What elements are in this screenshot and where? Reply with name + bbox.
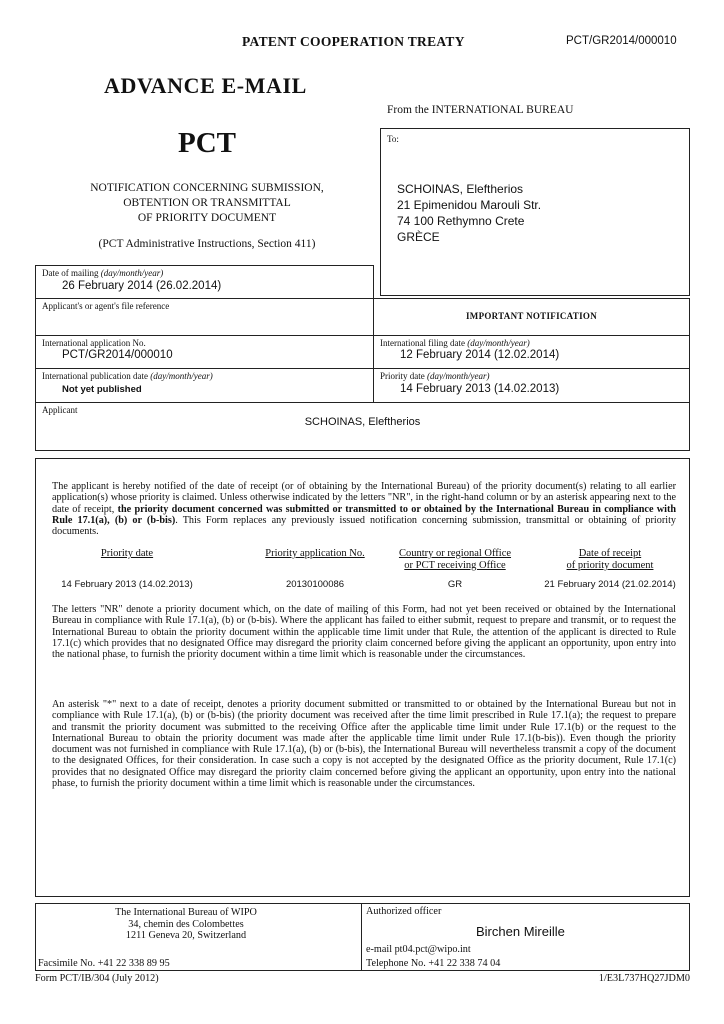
wipo-address [36,907,336,942]
header-line: Priority application No. [265,548,365,559]
cell-office: GR [447,579,463,590]
application-number: PCT/GR2014/000010 [62,349,173,361]
publication-date-format: (day/month/year) [150,371,213,381]
addressee-address [397,181,541,245]
applicant-name: SCHOINAS, Eleftherios [304,416,421,428]
filing-date: 12 February 2014 (12.02.2014) [400,349,560,361]
notification-line: OF PRIORITY DOCUMENT [137,212,277,224]
header-line: Date of receipt [578,548,642,559]
pct-title: PCT [178,127,236,159]
mailing-date: 26 February 2014 (26.02.2014) [62,280,222,292]
mailing-label-format: (day/month/year) [100,268,164,278]
applicant-label: Applicant [42,405,78,415]
officer-name: Birchen Mireille [476,924,565,939]
address-line: 74 100 Rethymno Crete [397,214,525,228]
cell-application-no: 20130100086 [285,579,345,590]
notification-line: OBTENTION OR TRANSMITTAL [123,197,291,209]
notification-title [40,181,374,226]
nr-explanation-paragraph: The letters "NR" denote a priority document which, on the date of mailing of this Form, had not yet been received or obtained by the International Bureau in compliance with Rule 17.1(a), (b) or (b-bis). Where the applicant has failed to either submit, request to prepare and transmit, or to request the International Bureau to obtain the priority document within the applicable time limit under that Rule, the attention of the applicant is directed to Rule 17.1(c) which provides that no designated Office may disregard the priority claim concerned before giving the applicant an opportunity, upon entry into the national phase, to furnish the priority document within a time limit which is reasonable under the circumstances. [52,604,676,661]
to-label: To: [387,134,399,144]
notification-line: NOTIFICATION CONCERNING SUBMISSION, [90,182,324,194]
receipt-notice-bold: the priority document concerned was submitted or transmitted to or obtained by the International Bureau in compliance with Rule 17.1(a), (b) or (b-bis) [52,503,677,526]
file-reference-box [35,298,374,336]
priority-date-label: Priority date [380,371,425,381]
col-header-priority-date [52,548,202,560]
header-reference: PCT/GR2014/000010 [566,35,677,47]
from-bureau: From the INTERNATIONAL BUREAU [387,104,574,116]
wipo-address-line: 1211 Geneva 20, Switzerland [125,930,247,941]
receipt-notice-text: The applicant is hereby notified of the date of receipt (or of obtaining by the International Bureau) of the priority document(s) relating to all earlier application(s) whose priority is claimed. Unless otherwise indicated by the letters "NR", in the right-hand column or by an asterisk appearing next to the date of receipt, [52,481,676,515]
cell-priority-date: 14 February 2013 (14.02.2013) [61,579,193,590]
filing-date-label: International filing date [380,338,465,348]
address-line: 21 Epimenidou Marouli Str. [397,198,542,212]
file-reference-label: Applicant's or agent's file reference [42,301,170,311]
priority-date-format: (day/month/year) [427,371,490,381]
header-line: or PCT receiving Office [404,560,506,571]
wipo-address-line: The International Bureau of WIPO [115,907,257,918]
date-of-mailing-box [35,265,374,299]
priority-date-box [373,368,690,403]
address-line: GRÈCE [397,230,440,244]
authorized-officer-label: Authorized officer [366,906,442,917]
col-header-office [384,548,526,572]
cell-receipt-date: 21 February 2014 (21.02.2014) [544,579,676,590]
receipt-notice-paragraph [52,481,676,537]
authorized-officer-box [361,903,690,971]
header-line: Priority date [100,548,154,559]
addressee-box [380,128,690,296]
filing-date-box [373,335,690,369]
header-line: of priority document [566,560,654,571]
document-code: 1/E3L737HQ27JDM0 [598,973,690,984]
filing-date-format: (day/month/year) [467,338,530,348]
address-line: SCHOINAS, Eleftherios [397,182,524,196]
facsimile-number: Facsimile No. +41 22 338 89 95 [38,958,170,969]
asterisk-explanation-paragraph: An asterisk "*" next to a date of receipt, denotes a priority document submitted or transmitted to or obtained by the International Bureau but not in compliance with Rule 17.1(a), (b) or (b-bis) (the priority document was received after the time limit prescribed in Rule 17.1(a); the request to prepare and transmit the priority document was submitted to the receiving Office after the applicable time limit under Rule 17.1(b) or the request to the International Bureau to obtain the priority document was made after the applicable time limit under Rule 17.1(b-bis)). Even though the priority document was not furnished in compliance with Rule 17.1(a), (b) or (b-bis), the International Bureau will nevertheless transmit a copy of the document to the designated Offices, for their consideration. In case such a copy is not accepted by the designated Office as the priority document, Rule 17.1(c) provides that no designated Office may disregard the priority claim concerned before giving the applicant an opportunity, upon entry into the national phase, to furnish the priority document within a time limit which is reasonable under the circumstances. [52,699,676,790]
priority-date: 14 February 2013 (14.02.2013) [400,383,560,395]
applicant-box [35,402,690,451]
publication-date-box [35,368,374,403]
publication-date-label: International publication date [42,371,148,381]
receipt-notice-tail: . This Form replaces any previously issued notification concerning submission, transmittal or obtaining of priority documents. [52,514,676,538]
important-notification-box [373,298,690,336]
treaty-title: PATENT COOPERATION TREATY [242,34,465,49]
important-notification: IMPORTANT NOTIFICATION [465,311,598,321]
header-line: Country or regional Office [398,548,512,559]
col-header-application-no [240,548,390,560]
form-number: Form PCT/IB/304 (July 2012) [35,973,159,984]
wipo-address-line: 34, chemin des Colombettes [128,918,244,930]
advance-email-title: ADVANCE E-MAIL [104,73,307,98]
application-number-label: International application No. [42,338,146,348]
officer-telephone: Telephone No. +41 22 338 74 04 [366,958,501,969]
officer-email: e-mail pt04.pct@wipo.int [366,944,471,955]
mailing-label: Date of mailing [42,268,99,278]
publication-date: Not yet published [62,384,142,395]
admin-instructions: (PCT Administrative Instructions, Section 411) [98,238,316,250]
wipo-address-box [35,903,362,971]
col-header-receipt-date [535,548,685,572]
application-number-box [35,335,374,369]
